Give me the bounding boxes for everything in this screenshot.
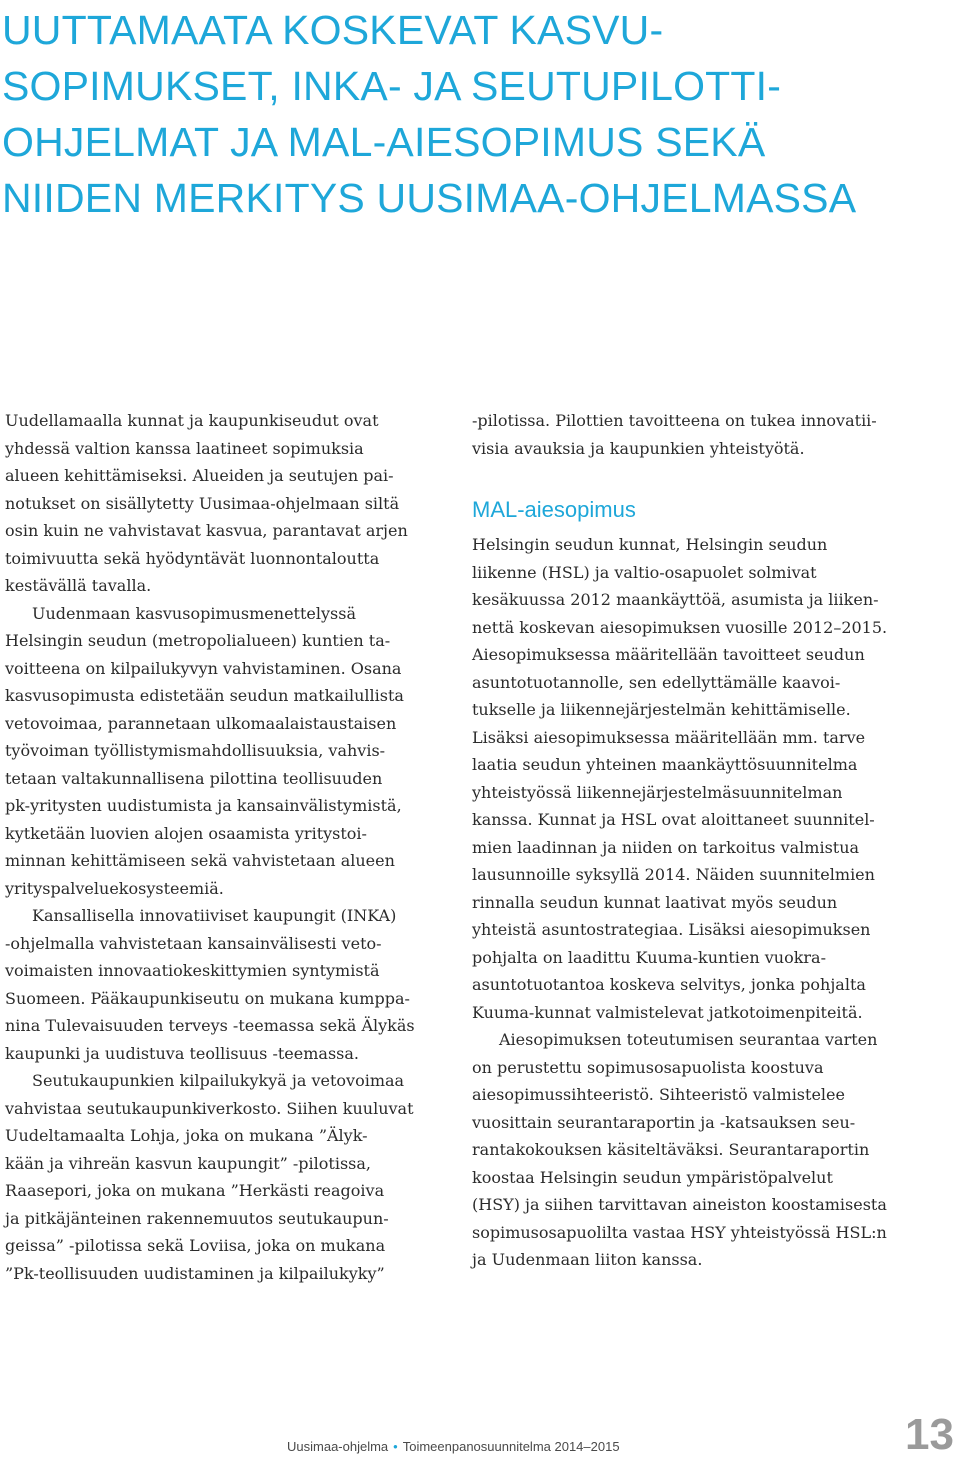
body-line: Uudeltamaalta Lohja, joka on mukana ”Älyk- [5,1126,368,1145]
body-line: notukset on sisällytetty Uusimaa-ohjelmaan siltä [5,493,400,513]
body-line: Raasepori, joka on mukana ”Herkästi reagoiva [5,1181,385,1200]
body-line: pohjalta on laadittu Kuuma-kuntien vuokra- [472,947,826,967]
body-line: visia avauksia ja kaupunkien yhteistyötä. [472,438,805,458]
right-column [472,407,922,1274]
body-line: Kuuma-kunnat valmistelevat jatkotoimenpiteitä. [472,1002,863,1022]
body-line: on perustettu sopimusosapuolista koostuva [472,1057,824,1077]
footer-bullet: • [393,1439,398,1454]
body-line: (HSY) ja siihen tarvittavan aineiston koostamisesta [472,1195,887,1214]
body-line: geissa” -pilotissa sekä Loviisa, joka on mukana [5,1236,386,1255]
body-line: sopimusosapuolilta vastaa HSY yhteistyössä HSL:n [472,1222,887,1242]
page-footer [287,1439,620,1455]
body-line: tetaan valtakunnallisena pilottina teollisuuden [5,768,383,788]
body-line: ja pitkäjänteinen rakennemuutos seutukaupun- [5,1208,389,1228]
body-line: vetovoimaa, parannetaan ulkomaalaistaustaisen [5,713,397,733]
body-line: voimaisten innovaatiokeskittymien syntymistä [5,961,380,980]
body-line: Kansallisella innovatiiviset kaupungit (INKA) [32,906,397,925]
body-line: liikenne (HSL) ja valtio-osapuolet solmivat [472,562,817,582]
body-line: työvoiman työllistymismahdollisuuksia, vahvis- [5,741,386,760]
title-line: OHJELMAT JA MAL-AIESOPIMUS SEKÄ [2,119,766,165]
body-line: nettä koskevan aiesopimuksen vuosille 2012–2015. [472,617,888,637]
body-line: Aiesopimuksessa määritellään tavoitteet seudun [472,645,865,664]
body-line: aiesopimussihteeristö. Sihteeristö valmistelee [472,1085,845,1104]
body-line: Lisäksi aiesopimuksessa määritellään mm. tarve [472,727,866,747]
body-line: Uudellamaalla kunnat ja kaupunkiseudut ovat [5,411,379,430]
body-line: Seutukaupunkien kilpailukykyä ja vetovoimaa [32,1071,405,1090]
body-line: alueen kehittämiseksi. Alueiden ja seutujen pai- [5,466,394,485]
body-line: ”Pk-teollisuuden uudistaminen ja kilpailukyky” [5,1263,385,1283]
body-line: ja Uudenmaan liiton kanssa. [472,1250,703,1269]
body-line: kasvusopimusta edistetään seudun matkailullista [5,686,404,705]
body-line: nina Tulevaisuuden terveys -teemassa sekä Älykäs [5,1016,415,1035]
body-line: kytketään luovien alojen osaamista yritystoi- [5,823,367,843]
body-line: yhteistä asuntostrategiaa. Lisäksi aiesopimuksen [472,920,871,939]
body-line: -ohjelmalla vahvistetaan kansainvälisesti veto- [5,933,382,953]
footer-subtitle: Toimeenpanosuunnitelma 2014–2015 [402,1439,620,1454]
title-line: NIIDEN MERKITYS UUSIMAA-OHJELMASSA [2,175,857,221]
body-line: kaupunki ja uudistuva teollisuus -teemassa. [5,1043,359,1063]
body-line: Helsingin seudun (metropolialueen) kuntien ta- [5,631,391,650]
body-line: rinnalla seudun kunnat laativat myös seudun [472,892,838,912]
body-line: Suomeen. Pääkaupunkiseutu on mukana kumppa- [5,988,410,1008]
body-line: voitteena on kilpailukyvyn vahvistaminen. Osana [5,658,402,678]
body-line: osin kuin ne vahvistavat kasvua, parantavat arjen [5,521,408,540]
body-line: mien laadinnan ja niiden on tarkoitus valmistua [472,837,860,857]
body-line: kanssa. Kunnat ja HSL ovat aloittaneet suunnitel- [472,810,875,829]
page-number: 13 [905,1410,954,1459]
body-line: koostaa Helsingin seudun ympäristöpalvelut [472,1167,833,1187]
body-line: minnan kehittämiseen sekä vahvistetaan alueen [5,851,395,870]
left-column [5,407,445,1287]
body-line: asuntotuotantoa koskeva selvitys, jonka pohjalta [472,975,866,994]
title-line: UUTTAMAATA KOSKEVAT KASVU- [2,7,664,53]
body-line: vuosittain seurantaraportin ja -katsauksen seu- [472,1112,856,1132]
body-line: toimivuutta sekä hyödyntävät luonnontaloutta [5,548,380,568]
body-line: rantakokouksen käsiteltäväksi. Seurantaraportin [472,1140,870,1159]
title-line: SOPIMUKSET, INKA- JA SEUTUPILOTTI- [2,63,782,109]
body-line: -pilotissa. Pilottien tavoitteena on tukea innovatii- [472,411,877,430]
section-heading: MAL-aiesopimus [472,497,636,522]
body-line: vahvistaa seutukaupunkiverkosto. Siihen kuuluvat [5,1098,414,1118]
body-line: tukselle ja liikennejärjestelmän kehittämiselle. [472,700,851,719]
body-line: lausunnoille syksyllä 2014. Näiden suunnitelmien [472,865,875,884]
page-title [2,2,952,226]
body-line: asuntotuotannolle, sen edellyttämälle kaavoi- [472,672,841,692]
body-line: laatia seudun yhteinen maankäyttösuunnitelma [472,755,858,774]
body-line: yrityspalveluekosysteemiä. [5,878,224,898]
footer-publication: Uusimaa-ohjelma [287,1439,389,1454]
body-line: kestävällä tavalla. [5,576,152,595]
body-line: kään ja vihreän kasvun kaupungit” -pilotissa, [5,1153,371,1173]
body-line: Helsingin seudun kunnat, Helsingin seudun [472,535,828,554]
body-line: Uudenmaan kasvusopimusmenettelyssä [32,603,356,623]
body-line: pk-yritysten uudistumista ja kansainvälistymistä, [5,796,402,815]
body-line: Aiesopimuksen toteutumisen seurantaa varten [499,1030,878,1049]
body-line: kesäkuussa 2012 maankäyttöä, asumista ja liiken- [472,590,879,609]
body-line: yhteistyössä liikennejärjestelmäsuunnitelman [472,782,843,802]
body-line: yhdessä valtion kanssa laatineet sopimuksia [5,438,364,458]
